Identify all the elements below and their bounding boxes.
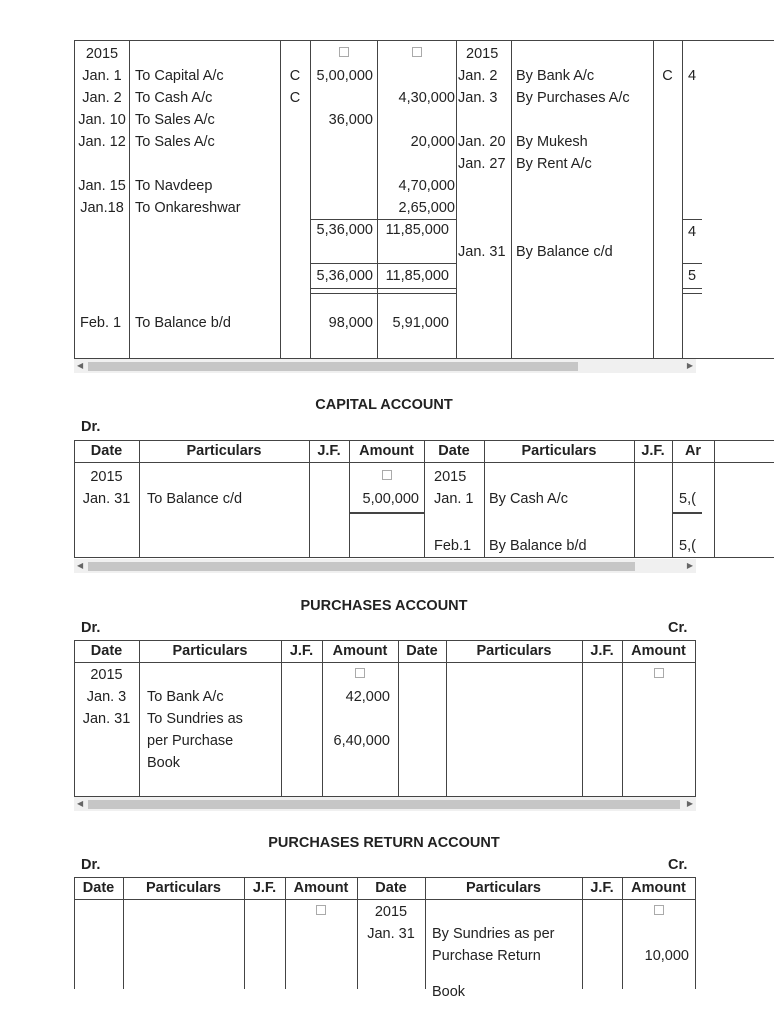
top-bd-amount-2: 5,91,000	[392, 315, 449, 331]
scroll-left-icon[interactable]: ◀	[77, 561, 84, 570]
purchases-row1-particulars: To Bank A/c	[147, 689, 224, 705]
return-date: Jan. 31	[367, 926, 415, 942]
capital-cr-particulars: By Cash A/c	[489, 491, 568, 507]
top-debit-amount1: 5,00,000	[316, 68, 373, 84]
purchases-account-title: PURCHASES ACCOUNT	[300, 598, 468, 614]
top-bd-amount-1: 98,000	[328, 315, 373, 331]
column-divider	[398, 640, 399, 797]
capital-ledger	[74, 440, 702, 558]
top-bd-particulars: To Balance b/d	[135, 315, 231, 331]
column-header: J.F.	[317, 443, 341, 459]
top-debit-date: Jan. 12	[78, 134, 126, 150]
column-header: Particulars	[172, 643, 248, 659]
column-divider	[582, 640, 583, 797]
column-header: Particulars	[466, 880, 541, 896]
top-debit-date: Jan. 2	[82, 90, 122, 106]
return-dr-placeholder	[285, 901, 357, 919]
purchases-ledger-scrollbar[interactable]	[74, 797, 696, 811]
column-header: Amount	[359, 443, 414, 459]
top-total-cr: 5	[688, 268, 697, 284]
column-header: Amount	[631, 880, 686, 896]
column-header: Particulars	[186, 443, 262, 459]
capital-bd-amount: 5,(	[679, 538, 696, 554]
top-debit-particulars: To Capital A/c	[135, 68, 224, 84]
column-header: Particulars	[521, 443, 597, 459]
column-header: J.F.	[641, 443, 665, 459]
capital-bd-date: Feb.1	[434, 538, 472, 554]
column-divider	[446, 640, 447, 797]
top-debit-date: Jan. 15	[78, 178, 126, 194]
top-credit-particulars: By Rent A/c	[516, 156, 592, 172]
top-debit-date: Jan.18	[80, 200, 124, 216]
column-header: Date	[90, 643, 123, 659]
purchases-row2-line1: To Sundries as	[147, 711, 243, 727]
top-credit-particulars: By Purchases A/c	[516, 90, 630, 106]
top-debit-amount1: 36,000	[328, 112, 373, 128]
return-line3: Book	[432, 984, 466, 1000]
top-debit-date: Jan. 1	[82, 68, 122, 84]
scrollbar-thumb[interactable]	[88, 362, 578, 371]
column-header: Date	[90, 443, 123, 459]
top-debit-particulars: To Navdeep	[135, 178, 213, 194]
top-debit-amount2: 20,000	[410, 134, 455, 150]
top-credit-date: Jan. 2	[458, 68, 498, 84]
column-header: Amount	[332, 643, 388, 659]
top-credit-jf: C	[662, 68, 673, 84]
top-bd-date: Feb. 1	[80, 315, 122, 331]
top-subtotal-1: 5,36,000	[316, 222, 373, 238]
purchases-row2-date: Jan. 31	[82, 711, 131, 727]
purchases-row2-line3: Book	[147, 755, 181, 771]
top-subtotal-2: 11,85,000	[385, 222, 449, 238]
column-header: J.F.	[590, 880, 614, 896]
purchases-cr-label: Cr.	[668, 620, 688, 636]
capital-ledger-scrollbar[interactable]	[74, 559, 696, 573]
column-divider	[139, 640, 140, 797]
top-balance-cd: By Balance c/d	[516, 244, 613, 260]
purchases-ledger	[74, 640, 696, 797]
top-debit-particulars: To Sales A/c	[135, 134, 215, 150]
return-cr-placeholder	[622, 901, 696, 919]
column-divider	[714, 440, 715, 558]
capital-dr-particulars: To Balance c/d	[147, 491, 243, 507]
top-debit-jf: C	[289, 90, 301, 106]
top-ledger-body	[74, 40, 774, 359]
capital-dr-placeholder	[349, 466, 424, 484]
scroll-left-icon[interactable]: ◀	[77, 799, 84, 808]
top-subtotal-cr: 4	[688, 224, 697, 240]
column-header: Date	[406, 643, 438, 659]
purchases-row2-line2: per Purchase	[147, 733, 234, 749]
column-header: Particulars	[476, 643, 552, 659]
capital-dr-amount: 5,00,000	[362, 491, 419, 507]
top-debit-amount2: 4,30,000	[398, 90, 455, 106]
top-credit-amount: 4	[688, 68, 697, 84]
column-header: Date	[438, 443, 470, 459]
top-credit-particulars: By Bank A/c	[516, 68, 595, 84]
column-divider	[281, 640, 282, 797]
top-debit-amount2: 2,65,000	[398, 200, 455, 216]
scroll-right-icon[interactable]: ▶	[686, 561, 693, 570]
top-ledger-scrollbar[interactable]	[74, 359, 696, 373]
top-debit-particulars: To Cash A/c	[135, 90, 213, 106]
capital-cr-date: Jan. 1	[434, 491, 474, 507]
purchases-row1-date: Jan. 3	[86, 689, 127, 705]
column-header: Date	[82, 880, 115, 896]
scroll-right-icon[interactable]: ▶	[686, 361, 693, 370]
return-line1: By Sundries as per	[432, 926, 555, 942]
top-debit-particulars: To Onkareshwar	[135, 200, 241, 216]
purchases-row1-amount: 42,000	[345, 689, 390, 705]
scrollbar-thumb[interactable]	[88, 800, 680, 809]
return-line2: Purchase Return	[432, 948, 541, 964]
column-header: Amount	[293, 880, 349, 896]
top-balance-cd-date: Jan. 31	[458, 244, 506, 260]
column-header: J.F.	[252, 880, 277, 896]
top-dr-placeholder-2	[377, 43, 457, 61]
top-credit-particulars: By Mukesh	[516, 134, 588, 150]
scroll-left-icon[interactable]: ◀	[77, 361, 84, 370]
capital-dr-date: Jan. 31	[82, 491, 131, 507]
capital-account-title: CAPITAL ACCOUNT	[315, 397, 453, 413]
capital-bd-particulars: By Balance b/d	[489, 538, 587, 554]
column-divider	[695, 877, 696, 989]
column-header: Ar	[684, 443, 702, 459]
column-header: Amount	[631, 643, 686, 659]
top-total-1: 5,36,000	[316, 268, 373, 284]
top-debit-jf: C	[289, 68, 301, 84]
top-credit-date: Jan. 3	[458, 90, 498, 106]
return-year: 2015	[374, 904, 408, 920]
purchases-return-cr-label: Cr.	[668, 857, 688, 873]
top-ledger	[74, 40, 696, 358]
column-header: Date	[375, 880, 407, 896]
purchases-cr-placeholder	[622, 664, 696, 682]
top-year-dr: 2015	[85, 46, 119, 62]
column-header: Particulars	[146, 880, 221, 896]
top-debit-particulars: To Sales A/c	[135, 112, 215, 128]
top-dr-placeholder-1	[310, 43, 378, 61]
purchases-dr-placeholder	[322, 664, 398, 682]
capital-cr-amount: 5,(	[679, 491, 696, 507]
purchases-year: 2015	[90, 667, 123, 683]
column-header: J.F.	[289, 643, 314, 659]
scrollbar-thumb[interactable]	[88, 562, 635, 571]
top-debit-date: Jan. 10	[78, 112, 126, 128]
return-amount: 10,000	[644, 948, 689, 964]
scroll-right-icon[interactable]: ▶	[686, 799, 693, 808]
purchases-return-ledger	[74, 877, 696, 1000]
column-header: J.F.	[590, 643, 614, 659]
purchases-return-account-title: PURCHASES RETURN ACCOUNT	[268, 835, 500, 851]
top-year-cr: 2015	[466, 46, 499, 62]
top-credit-date: Jan. 20	[458, 134, 506, 150]
purchases-dr-label: Dr.	[81, 620, 101, 636]
purchases-return-dr-label: Dr.	[81, 857, 101, 873]
top-total-2: 11,85,000	[385, 268, 449, 284]
top-debit-amount2: 4,70,000	[398, 178, 455, 194]
capital-dr-label: Dr.	[81, 419, 101, 435]
purchases-row2-amount: 6,40,000	[333, 733, 390, 749]
capital-year-dr: 2015	[90, 469, 123, 485]
capital-year-cr: 2015	[434, 469, 467, 485]
top-credit-date: Jan. 27	[458, 156, 506, 172]
